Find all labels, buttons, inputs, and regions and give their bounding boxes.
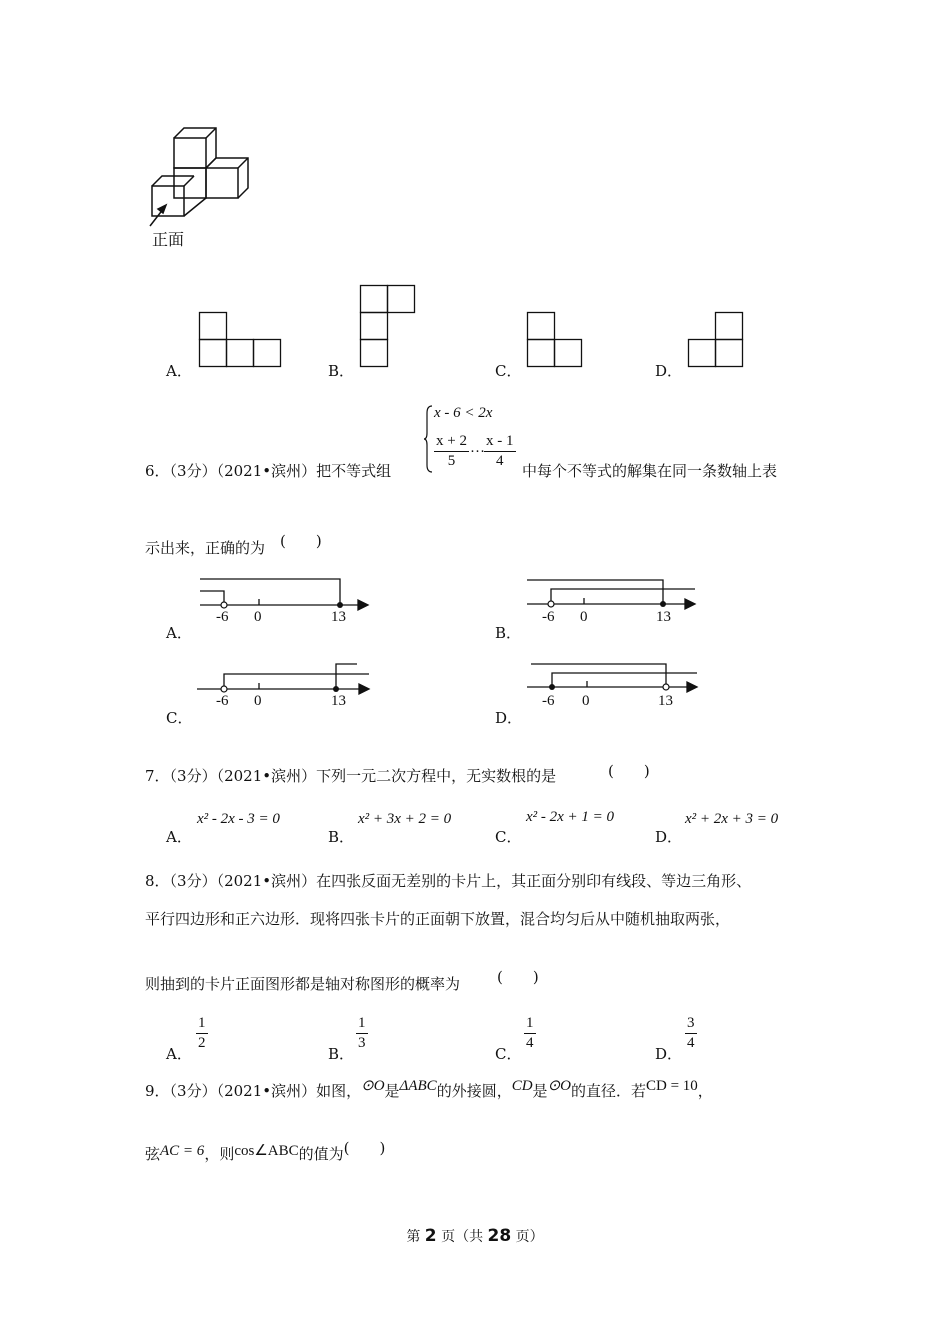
- q5-option-a-label[interactable]: A．: [166, 362, 192, 380]
- q6-frac1-num: x + 2: [434, 432, 469, 452]
- q6-stem-line2: 示出来，正确的为: [145, 539, 266, 557]
- q6-a-tick-neg6: -6: [216, 609, 229, 625]
- q7-option-b-label[interactable]: B．: [328, 828, 355, 846]
- q6-relation: …: [470, 440, 485, 456]
- q7-stem: 7．（3分）（2021•滨州）下列一元二次方程中，无实数根的是: [145, 767, 557, 785]
- q9-line1: [145, 1080, 713, 1101]
- q8-option-d-frac[interactable]: [685, 1014, 697, 1053]
- q9-cd-eq: CD = 10: [645, 1078, 698, 1094]
- q8-line2: 平行四边形和正六边形．现将四张卡片的正面朝下放置，混合均匀后从中随机抽取两张，: [145, 910, 731, 928]
- q6-frac1-den: 5: [447, 452, 456, 469]
- front-label: 正面: [152, 230, 185, 249]
- q8-option-b-label[interactable]: B．: [328, 1045, 355, 1063]
- q6-system-line1: x - 6 < 2x: [434, 405, 493, 421]
- q7-option-d-label[interactable]: D．: [655, 828, 683, 846]
- q6-system-brace: [424, 405, 434, 473]
- q9-line2-a: 弦: [145, 1145, 161, 1163]
- q6-option-c-label[interactable]: C．: [166, 709, 193, 727]
- q7-option-d-eq[interactable]: x² + 2x + 3 = 0: [685, 811, 779, 827]
- q5-option-c-figure[interactable]: [527, 312, 585, 368]
- q6-d-tick-neg6: -6: [542, 693, 555, 709]
- q8-option-d-label[interactable]: D．: [655, 1045, 683, 1063]
- q8-option-a-label[interactable]: A．: [166, 1045, 192, 1063]
- q5-option-c-label[interactable]: C．: [495, 362, 522, 380]
- q8-line1: 8．（3分）（2021•滨州）在四张反面无差别的卡片上，其正面分别印有线段、等边三角形、: [145, 872, 752, 890]
- q9-cd: CD: [511, 1078, 533, 1094]
- cube-stack-figure: [140, 120, 270, 230]
- q8-paren: ( ): [497, 968, 539, 986]
- q6-stem-post: 中每个不等式的解集在同一条数轴上表: [522, 462, 778, 480]
- q9-circle1: ⊙O: [361, 1078, 385, 1094]
- q8-d-num: 3: [685, 1014, 697, 1034]
- q6-option-d-label[interactable]: D．: [495, 709, 523, 727]
- q8-option-b-frac[interactable]: [356, 1014, 368, 1053]
- q8-c-num: 1: [524, 1014, 536, 1034]
- q7-option-b-eq[interactable]: x² + 3x + 2 = 0: [358, 811, 452, 827]
- q6-a-tick-0: 0: [254, 609, 262, 625]
- page-footer: [0, 1226, 950, 1246]
- q6-b-tick-0: 0: [580, 609, 588, 625]
- q6-c-tick-neg6: -6: [216, 693, 229, 709]
- q9-ac-eq: AC = 6: [160, 1143, 205, 1159]
- q9-line2-c: 的值为: [298, 1145, 344, 1163]
- q5-option-b-label[interactable]: B．: [328, 362, 355, 380]
- q9-line2-b: ，则: [204, 1145, 235, 1163]
- q6-stem-pre: 6．（3分）（2021•滨州）把不等式组: [145, 462, 392, 480]
- q6-system-frac2: [484, 432, 516, 471]
- q9-circle2: ⊙O: [547, 1078, 571, 1094]
- q9-paren: ( ): [343, 1139, 386, 1157]
- q5-option-b-figure[interactable]: [360, 285, 418, 369]
- q8-b-num: 1: [356, 1014, 368, 1034]
- q5-option-a-figure[interactable]: [199, 312, 283, 368]
- q8-a-den: 2: [198, 1034, 206, 1051]
- q8-b-den: 3: [358, 1034, 366, 1051]
- q6-frac2-den: 4: [496, 452, 504, 469]
- q9-triangle: ΔABC: [399, 1078, 437, 1094]
- q8-d-den: 4: [687, 1034, 695, 1051]
- q7-option-c-label[interactable]: C．: [495, 828, 522, 846]
- footer-post: 页）: [515, 1229, 544, 1245]
- q9-p1: 9．（3分）（2021•滨州）如图，: [145, 1082, 362, 1100]
- q5-option-d-figure[interactable]: [688, 312, 746, 368]
- q8-option-a-frac[interactable]: [196, 1014, 208, 1053]
- q6-system-frac1: [434, 432, 469, 471]
- q6-d-tick-0: 0: [582, 693, 590, 709]
- footer-total-pages: 28: [487, 1226, 512, 1246]
- q9-cos: cos∠ABC: [234, 1143, 299, 1159]
- q6-b-tick-neg6: -6: [542, 609, 555, 625]
- q9-line2: [145, 1139, 386, 1164]
- q6-c-tick-13: 13: [331, 693, 346, 709]
- q8-option-c-label[interactable]: C．: [495, 1045, 522, 1063]
- q6-d-tick-13: 13: [658, 693, 673, 709]
- q7-option-a-eq[interactable]: x² - 2x - 3 = 0: [197, 811, 280, 827]
- q9-p2: 是: [384, 1082, 400, 1100]
- q5-option-d-label[interactable]: D．: [655, 362, 683, 380]
- q6-option-a-label[interactable]: A．: [166, 624, 192, 642]
- footer-pre: 第: [406, 1229, 421, 1245]
- q8-a-num: 1: [196, 1014, 208, 1034]
- footer-page-number: 2: [424, 1226, 437, 1246]
- q9-p6: ，: [697, 1082, 713, 1100]
- q9-p5: 的直径．若: [570, 1082, 646, 1100]
- q6-option-b-label[interactable]: B．: [495, 624, 522, 642]
- q8-option-c-frac[interactable]: [524, 1014, 536, 1053]
- q9-p4: 是: [532, 1082, 548, 1100]
- q6-paren: ( ): [280, 532, 322, 550]
- q7-option-a-label[interactable]: A．: [166, 828, 192, 846]
- q9-p3: 的外接圆，: [436, 1082, 512, 1100]
- q8-line3: 则抽到的卡片正面图形都是轴对称图形的概率为: [145, 975, 461, 993]
- q6-c-tick-0: 0: [254, 693, 262, 709]
- q6-a-tick-13: 13: [331, 609, 346, 625]
- q6-b-tick-13: 13: [656, 609, 671, 625]
- q8-c-den: 4: [526, 1034, 534, 1051]
- footer-mid: 页（共: [441, 1229, 484, 1245]
- q6-frac2-num: x - 1: [484, 432, 516, 452]
- q7-option-c-eq[interactable]: x² - 2x + 1 = 0: [526, 809, 615, 825]
- q7-paren: ( ): [608, 762, 650, 780]
